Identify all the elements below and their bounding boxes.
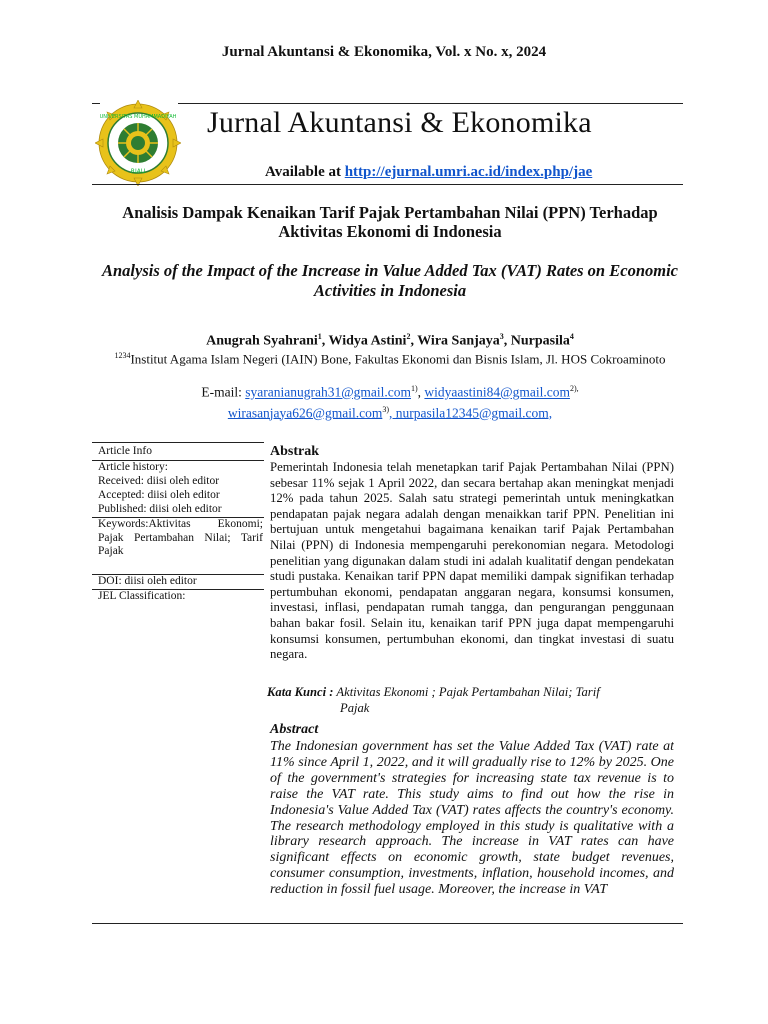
kata-kunci	[267, 684, 677, 716]
institution	[100, 348, 680, 367]
email-mark: 2),	[569, 384, 579, 393]
available-label: Available at	[265, 164, 341, 180]
email-link[interactable]: wirasanjaya626@gmail.com	[227, 405, 383, 420]
article-info-heading: Article Info	[98, 445, 152, 457]
abstract-body: The Indonesian government has set the Value Added Tax (VAT) rate at 11% since April 1, 2022, and it will gradually rise to 12% by 2025. One of the government's strategies for increasing state tax revenue is to raise the VAT rate. This study aims to find out how the rise in Indonesia's Value Added Tax (VAT) rates affects the country's economy. The research methodology employed in this study is qualitative with a library research approach. The increase in VAT rates can have significant effects on economic growth, state budget revenues, consumer consumption, investments, inflation, household incomes, and reduction in fossil fuel usage. Moreover, the increase in VAT	[270, 739, 674, 898]
university-logo	[95, 100, 181, 186]
page-bottom-rule	[92, 923, 683, 924]
author-name: Nurpasila	[510, 333, 570, 349]
author-name: Anugrah Syahrani	[206, 333, 318, 349]
accepted-date: Accepted: diisi oleh editor	[98, 489, 220, 501]
article-title-indonesian: Analisis Dampak Kenaikan Tarif Pajak Pertambahan Nilai (PPN) Terhadap Aktivitas Ekonomi di Indonesia	[122, 203, 658, 241]
abstract-heading: Abstract	[270, 722, 319, 737]
author-name: Widya Astini	[328, 333, 407, 349]
availability-line	[265, 164, 592, 181]
kata-kunci-values: Aktivitas Ekonomi ; Pajak Pertambahan Nilai; Tarif	[333, 685, 600, 699]
email-mark: 3)	[382, 404, 390, 414]
article-title-english: Analysis of the Impact of the Increase in Value Added Tax (VAT) Rates on Economic Activities in Indonesia	[101, 261, 678, 300]
email-mark: 1)	[411, 384, 418, 393]
abstrak-body: Pemerintah Indonesia telah menetapkan tarif Pajak Pertambahan Nilai (PPN) sebesar 11% sejak 1 April 2022, dan secara bertahap akan meningkat menjadi 12% pada tahun 2025. Salah satu strategi pemerintah untuk meningkatkan pendapatan pajak negara adalah dengan menaikkan tarif PPN. Penelitian ini bertujuan untuk mengetahui bagaimana kenaikan tarif Pajak Pertambahan Nilai (PPN) di Indonesia mempengaruhi perekonomian negara. Metodologi penelitian yang digunakan dalam studi ini adalah kualitatif dengan pendekatan studi pustaka. Kenaikan tarif PPN dapat memiliki dampak signifikan terhadap pertumbuhan ekonomi, pendapatan anggaran negara, konsumsi konsumen, investasi, inflasi, pendapatan rumah tangga, dan pengurangan penggunaan bahan bakar fosil. Selain itu, kenaikan tarif PPN juga dapat mempengaruhi konsumsi konsumen, pertumbuhan ekonomi, dan tingkat investasi di suatu negara.	[270, 460, 674, 662]
email-label: E-mail:	[201, 384, 246, 400]
author-list: Anugrah Syahrani$^1$, Widya Astini$^2$, Wira Sanjaya$^3$, Nurpasila$^4$	[206, 332, 574, 349]
abstrak-heading: Abstrak	[270, 444, 320, 459]
kata-kunci-label: Kata Kunci :	[267, 685, 334, 699]
email-list: E-mail: syaranianugrah31@gmail.com$^{1)}$, widyaastini84@gmail.com$^{2),}$ wirasanjaya626@gmail.com$^{3)}$, nurpasila12345@gmail.com,	[201, 384, 579, 420]
logo-text-bottom: RIAU	[130, 168, 146, 175]
published-date: Published: diisi oleh editor	[98, 503, 222, 515]
author-affiliation-mark: 4	[569, 332, 574, 341]
email-link[interactable]: , nurpasila12345@gmail.com,	[389, 405, 553, 420]
author-affiliation-mark: 3	[499, 332, 504, 341]
keywords: Keywords:Aktivitas Ekonomi; Pajak Pertambahan Nilai; Tarif Pajak	[98, 518, 263, 557]
email-link[interactable]: syaranianugrah31@gmail.com	[245, 384, 411, 400]
author-affiliation-mark: 2	[406, 332, 411, 341]
running-header: Jurnal Akuntansi & Ekonomika, Vol. x No. x, 2024	[221, 44, 547, 60]
doi: DOI: diisi oleh editor	[98, 575, 197, 587]
institution-mark: 1234	[114, 351, 131, 360]
journal-url-link[interactable]: http://ejurnal.umri.ac.id/index.php/jae	[344, 164, 593, 180]
header-rule-bottom	[92, 184, 683, 185]
jel-classification: JEL Classification:	[98, 590, 186, 602]
kata-kunci-values-cont: Pajak	[340, 701, 370, 715]
received-date: Received: diisi oleh editor	[98, 475, 220, 487]
journal-title: Jurnal Akuntansi & Ekonomika	[207, 106, 592, 139]
author-affiliation-mark: 1	[317, 332, 322, 341]
email-link[interactable]: widyaastini84@gmail.com	[424, 384, 570, 400]
header-rule-top	[178, 103, 683, 104]
logo-text-top: UNIVERSITAS MUHAMMADIYAH	[99, 114, 177, 120]
article-history-label: Article history:	[98, 461, 168, 473]
author-name: Wira Sanjaya	[417, 333, 500, 349]
institution-text: Institut Agama Islam Negeri (IAIN) Bone, Fakultas Ekonomi dan Bisnis Islam, Jl. HOS Cokroaminoto	[130, 351, 666, 367]
info-rule	[92, 442, 264, 443]
